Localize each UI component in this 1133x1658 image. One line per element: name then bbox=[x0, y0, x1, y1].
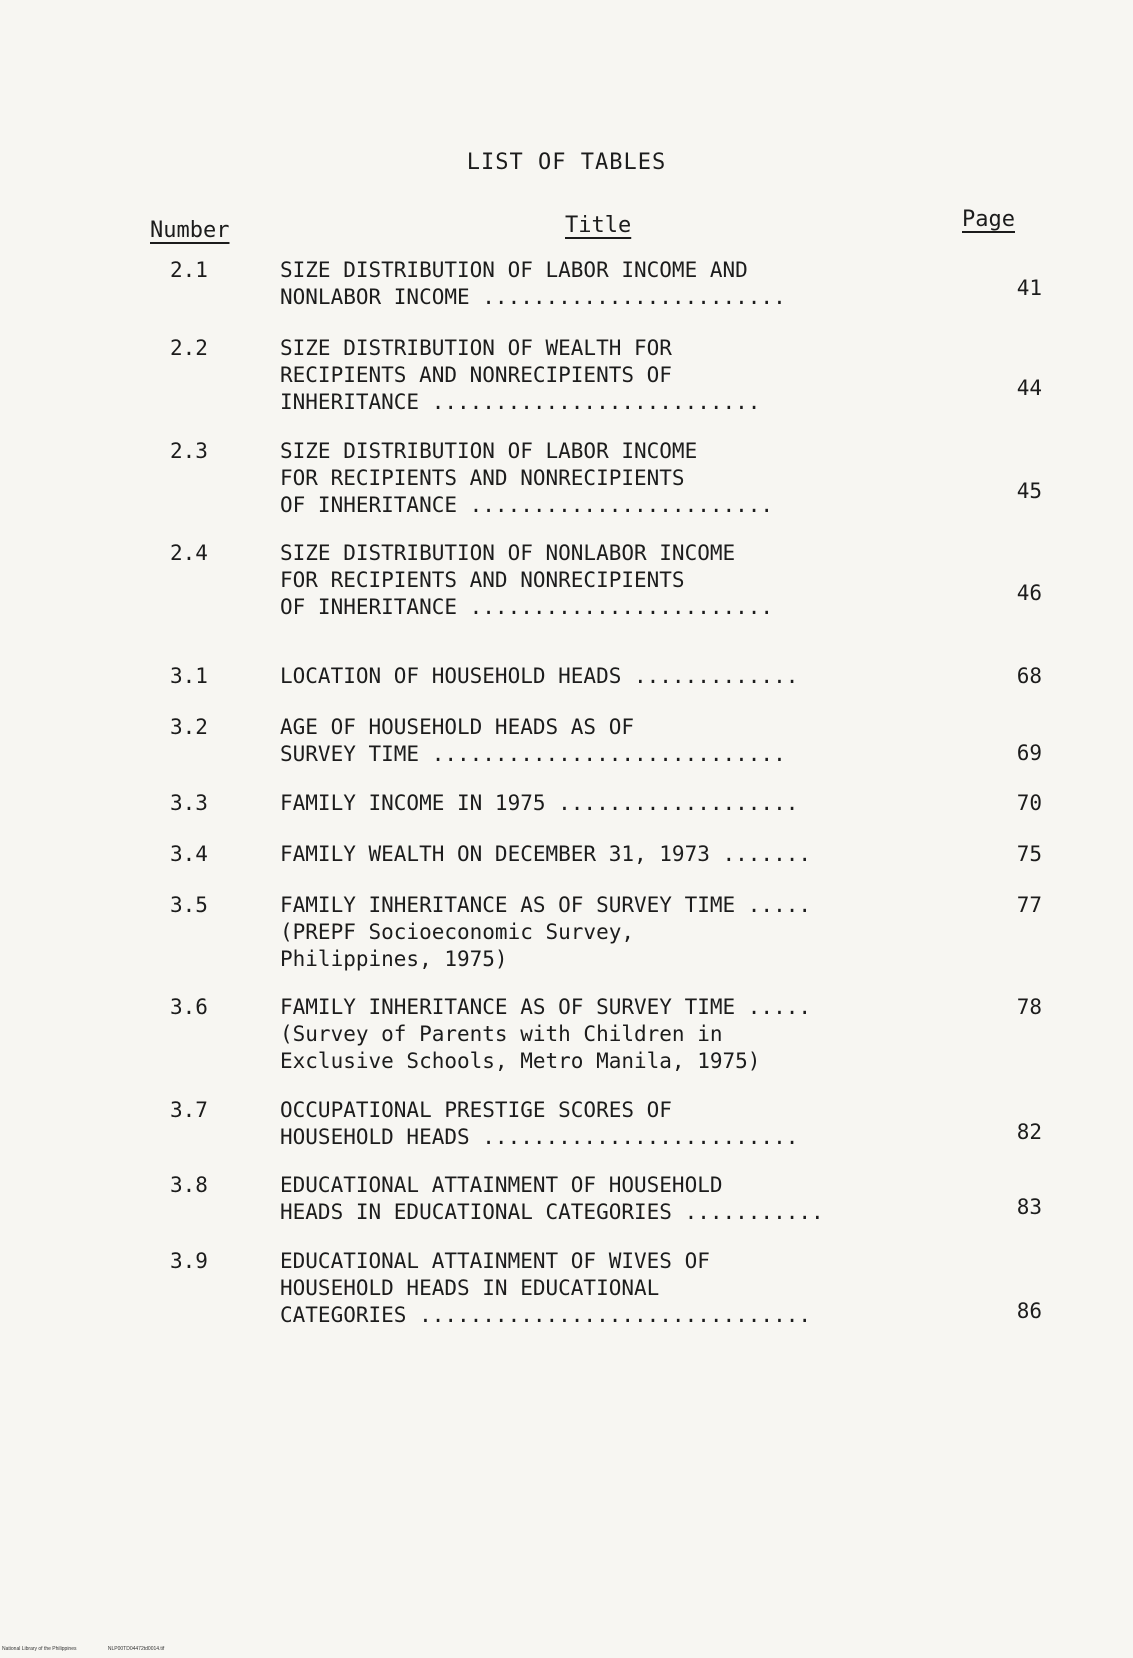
entry-title-line: SIZE DISTRIBUTION OF WEALTH FOR bbox=[280, 336, 672, 360]
entry-page: 75 bbox=[1016, 842, 1042, 866]
scan-footer bbox=[2, 1646, 194, 1652]
entry-number: 3.6 bbox=[170, 995, 208, 1019]
entry-title-line: Philippines, 1975) bbox=[280, 947, 508, 971]
entry-title-line: AGE OF HOUSEHOLD HEADS AS OF bbox=[280, 715, 635, 739]
entry-page: 70 bbox=[1016, 791, 1042, 815]
entry-title-line: FOR RECIPIENTS AND NONRECIPIENTS bbox=[280, 466, 685, 490]
entry-title-line: EDUCATIONAL ATTAINMENT OF WIVES OF bbox=[280, 1249, 710, 1273]
entry-number: 3.9 bbox=[170, 1249, 208, 1273]
entry-page: 78 bbox=[1016, 995, 1042, 1019]
entry-title bbox=[280, 540, 940, 621]
entry-title bbox=[280, 714, 940, 768]
entry-title-line: HEADS IN EDUCATIONAL CATEGORIES ........... bbox=[280, 1200, 824, 1224]
entry-number: 3.4 bbox=[170, 842, 208, 866]
footer-library: National Library of the Philippines bbox=[2, 1646, 77, 1652]
entry-number: 3.7 bbox=[170, 1098, 208, 1122]
entry-number: 3.8 bbox=[170, 1173, 208, 1197]
entry-number: 3.1 bbox=[170, 664, 208, 688]
entry-title-line: INHERITANCE .......................... bbox=[280, 390, 761, 414]
entry-title-line: NONLABOR INCOME ........................ bbox=[280, 285, 786, 309]
column-header-page: Page bbox=[962, 207, 1015, 232]
entry-title-line: FAMILY INHERITANCE AS OF SURVEY TIME ..... bbox=[280, 995, 812, 1019]
entry-title-line: FAMILY WEALTH ON DECEMBER 31, 1973 ....... bbox=[280, 842, 812, 866]
entry-page: 69 bbox=[1016, 741, 1042, 765]
entry-page: 83 bbox=[1016, 1195, 1042, 1219]
entry-title-line: LOCATION OF HOUSEHOLD HEADS ............. bbox=[280, 664, 799, 688]
entry-title-line: FOR RECIPIENTS AND NONRECIPIENTS bbox=[280, 568, 685, 592]
column-header-number: Number bbox=[150, 218, 230, 243]
entry-page: 68 bbox=[1016, 664, 1042, 688]
entry-page: 41 bbox=[1016, 276, 1042, 300]
entry-title-line: FAMILY INHERITANCE AS OF SURVEY TIME ..... bbox=[280, 893, 812, 917]
entry-title-line: OF INHERITANCE ........................ bbox=[280, 595, 774, 619]
entry-number: 3.5 bbox=[170, 893, 208, 917]
entry-title-line: EDUCATIONAL ATTAINMENT OF HOUSEHOLD bbox=[280, 1173, 723, 1197]
entry-title bbox=[280, 1097, 940, 1151]
entry-title bbox=[280, 335, 940, 416]
column-header-title: Title bbox=[565, 213, 632, 238]
entry-title bbox=[280, 841, 940, 868]
entry-title bbox=[280, 438, 940, 519]
entry-title bbox=[280, 790, 940, 817]
entry-title-line: SIZE DISTRIBUTION OF LABOR INCOME bbox=[280, 439, 698, 463]
entry-page: 46 bbox=[1016, 581, 1042, 605]
entry-title bbox=[280, 1248, 940, 1329]
entry-title-line: Exclusive Schools, Metro Manila, 1975) bbox=[280, 1049, 761, 1073]
entry-number: 3.3 bbox=[170, 791, 208, 815]
entry-title bbox=[280, 1172, 940, 1226]
entry-page: 77 bbox=[1016, 893, 1042, 917]
entry-title-line: HOUSEHOLD HEADS IN EDUCATIONAL bbox=[280, 1276, 660, 1300]
entry-title-line: RECIPIENTS AND NONRECIPIENTS OF bbox=[280, 363, 672, 387]
footer-filename: NLP00TD04472td0014.tif bbox=[107, 1646, 165, 1652]
entry-title bbox=[280, 257, 940, 311]
entry-page: 44 bbox=[1016, 376, 1042, 400]
entry-page: 86 bbox=[1016, 1299, 1042, 1323]
entry-page: 82 bbox=[1016, 1120, 1042, 1144]
entry-title-line: FAMILY INCOME IN 1975 ................... bbox=[280, 791, 799, 815]
entry-title-line: OCCUPATIONAL PRESTIGE SCORES OF bbox=[280, 1098, 672, 1122]
entry-number: 3.2 bbox=[170, 715, 208, 739]
entry-title-line: SURVEY TIME ............................ bbox=[280, 742, 786, 766]
entry-number: 2.3 bbox=[170, 439, 208, 463]
entry-title bbox=[280, 663, 940, 690]
entry-title-line: HOUSEHOLD HEADS ......................... bbox=[280, 1125, 799, 1149]
entry-title-line: (PREPF Socioeconomic Survey, bbox=[280, 920, 635, 944]
entry-title-line: SIZE DISTRIBUTION OF NONLABOR INCOME bbox=[280, 541, 736, 565]
entry-number: 2.2 bbox=[170, 336, 208, 360]
entry-title-line: SIZE DISTRIBUTION OF LABOR INCOME AND bbox=[280, 258, 748, 282]
entry-number: 2.4 bbox=[170, 541, 208, 565]
entry-title bbox=[280, 892, 940, 973]
entry-page: 45 bbox=[1016, 479, 1042, 503]
entry-title-line: CATEGORIES ............................... bbox=[280, 1303, 812, 1327]
entry-number: 2.1 bbox=[170, 258, 208, 282]
entry-title-line: OF INHERITANCE ........................ bbox=[280, 493, 774, 517]
entry-title-line: (Survey of Parents with Children in bbox=[280, 1022, 723, 1046]
page-title: LIST OF TABLES bbox=[466, 150, 667, 175]
entry-title bbox=[280, 994, 940, 1075]
